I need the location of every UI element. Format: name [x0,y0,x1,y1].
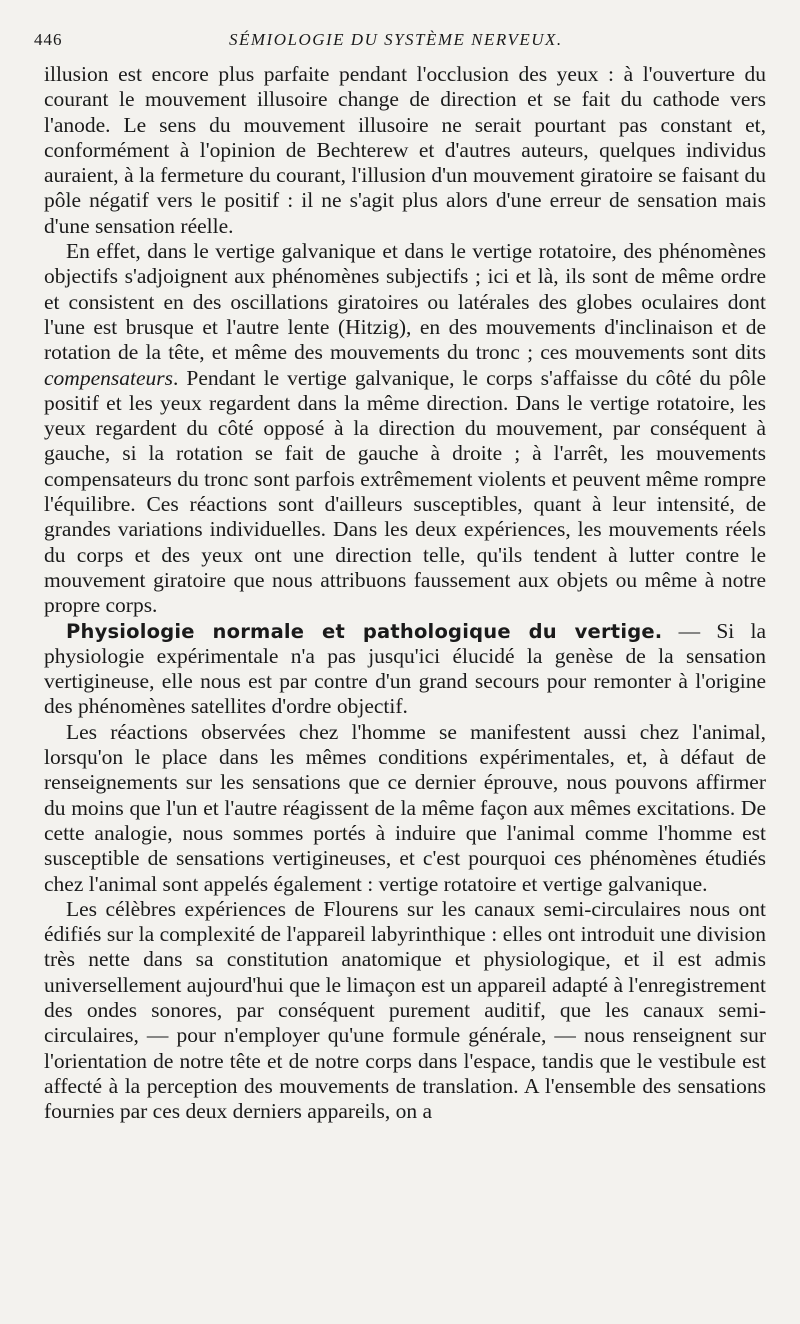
paragraph-compensatory-movements [44,239,766,618]
paragraph-text: — Si la physiologie expérimentale n'a pas jusqu'ici élucidé la genèse de la sensation vertigineuse, elle nous est par contre d'un grand secours pour remonter à l'origine des phénomènes satellites d'ordre objectif. [44,618,766,719]
paragraph-text: . Pendant le vertige galvanique, le corps s'affaisse du côté du pôle positif et les yeux regardent dans la même direction. Dans le vertige rotatoire, les yeux regardent du côté opposé à la direction du mouvement, par conséquent à gauche, si la rotation se fait de gauche à droite ; à l'arrêt, les mouvements compensateurs du tronc sont parfois extrêmement violents et peuvent même rompre l'équilibre. Ces réactions sont d'ailleurs susceptibles, quant à leur intensité, de grandes variations individuelles. Dans les deux expériences, les mouvements réels du corps et des yeux ont une direction telle, qu'ils tendent à lutter contre le mouvement giratoire que nous attribuons faussement aux objets ou même à notre propre corps. [44,365,766,618]
page-header [34,30,766,56]
paragraph-flourens: Les célèbres expériences de Flourens sur les canaux semi-circulaires nous ont édifiés sur la complexité de l'appareil labyrinthique : elles ont introduit une division très nette dans sa constitution anatomique et physiologique, et il est admis universellement aujourd'hui que le limaçon est un appareil adapté à l'enregistrement des ondes sonores, par conséquent purement auditif, que les canaux semi-circulaires, — pour n'employer qu'une formule générale, — nous renseignent sur l'orientation de notre tête et de notre corps dans l'espace, tandis que le vestibule est affecté à la perception des mouvements de translation. A l'ensemble des sensations fournies par ces deux derniers appareils, on a [44,896,766,1124]
paragraph-animal-reactions: Les réactions observées chez l'homme se manifestent aussi chez l'animal, lorsqu'on le place dans les mêmes conditions expérimentales, et, à défaut de renseignements sur les sensations que ce dernier éprouve, nous pouvons affirmer du moins que l'un et l'autre réagissent de la même façon aux mêmes excitations. De cette analogie, nous sommes portés à induire que l'animal comme l'homme est susceptible de sensations vertigineuses, et c'est pourquoi ces phénomènes étudiés chez l'animal sont appelés également : vertige rotatoire et vertige galvanique. [44,719,766,896]
body-text [44,62,766,1124]
paragraph-continuation: illusion est encore plus parfaite pendant l'occlusion des yeux : à l'ouverture du courant le mouvement illusoire change de direction et se fait du cathode vers l'anode. Le sens du mouvement illusoire ne serait pourtant pas constant et, conformément à l'opinion de Bechterew et d'autres auteurs, quelques individus auraient, à la fermeture du courant, l'illusion d'un mouvement giratoire se faisant du pôle négatif vers le positif : il ne s'agit plus alors d'une erreur de sensation mais d'une sensation réelle. [44,62,766,238]
running-title: SÉMIOLOGIE DU SYSTÈME NERVEUX. [229,30,563,49]
page-number: 446 [34,30,63,49]
paragraph-text: En effet, dans le vertige galvanique et dans le vertige rotatoire, des phénomènes objectifs s'adjoignent aux phénomènes subjectifs ; ici et là, ils sont de même ordre et consistent en des oscillations giratoires ou latérales des globes oculaires dont l'une est brusque et l'autre lente (Hitzig), en des mouvements d'inclinaison et de rotation de la tête, et même des mouvements du tronc ; ces mouvements sont dits [44,239,766,365]
section-heading: Physiologie normale et pathologique du vertige. [66,619,663,643]
italic-term: compensateurs [44,365,173,390]
paragraph-physiology [44,619,766,720]
